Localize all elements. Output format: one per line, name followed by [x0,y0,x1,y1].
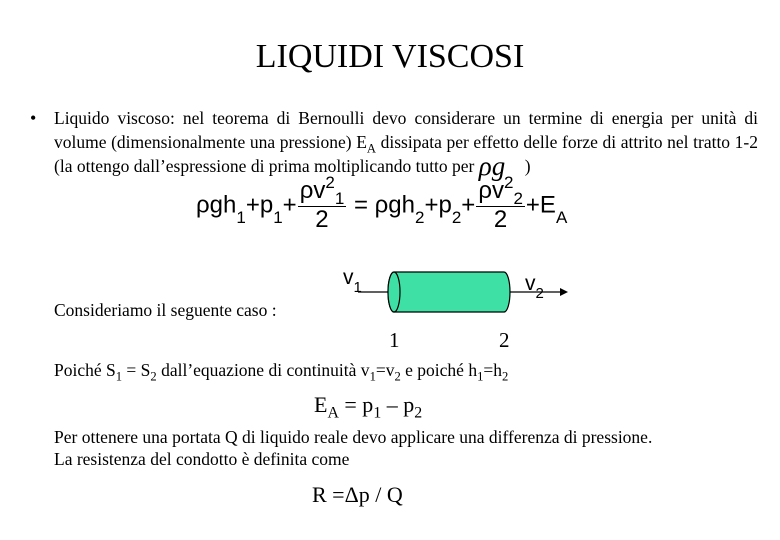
pipe-inlet-face [388,272,400,312]
v2-label [525,272,544,303]
ea-sub-a: A [327,404,339,422]
eq-sup-2b: 2 [503,173,514,192]
eq-sub-v2: 2 [513,189,523,208]
bullet-paragraph [54,106,758,181]
poiche-s2: 2 [150,369,157,384]
pipe-body [388,272,510,312]
poiche-s4: 2 [394,369,401,384]
ea-minus: – p [381,392,415,417]
v2-sub: 2 [535,285,544,303]
poiche-s6: 2 [502,369,509,384]
eq-rhogh1: ρgh [196,191,237,219]
eq-rhov2: ρv [478,177,504,204]
eq-sub-a: A [555,207,568,227]
poiche-t1: Poiché S [54,360,116,380]
outflow-arrow-head [560,288,568,296]
para-close: ) [524,156,531,176]
page-title: LIQUIDI VISCOSI [255,38,525,75]
eq-plus-p1: +p [245,191,274,219]
v1-sub: 1 [353,279,362,297]
para-sub-a: A [366,141,377,156]
ea-sub-2: 2 [414,404,423,422]
energy-loss-equation [314,392,423,422]
v2-letter: v [525,272,536,295]
portata-line-2: La resistenza del condotto è definita come [54,449,350,469]
ea-e: E [314,392,328,417]
eq-sub-v1: 1 [334,189,345,208]
eq-fraction-2 [476,173,525,233]
eq-plus-2: + [461,191,476,219]
poiche-t5: e poiché h [400,360,478,380]
v1-label [343,266,362,297]
section-2-label: 2 [499,328,510,352]
continuity-statement [54,360,509,384]
eq-plus-ea: +E [525,191,556,219]
poiche-s1: 1 [115,369,123,384]
eq-sub-2b: 2 [451,207,462,227]
flow-rate-paragraph [54,426,758,470]
poiche-t2: = S [122,360,151,380]
v1-letter: v [343,266,354,289]
case-intro: Consideriamo il seguente caso : [54,300,277,320]
eq-sup-2a: 2 [325,173,335,192]
poiche-t3: dall’equazione di continuità v [156,360,370,380]
ea-sub-1: 1 [373,404,382,422]
eq-sub-2a: 2 [414,207,425,227]
rho-g-symbol: ρg [478,151,506,181]
eq-plus-1: + [282,191,297,219]
eq-fraction-1 [298,173,347,233]
eq-den-1: 2 [315,206,329,233]
eq-den-2: 2 [493,206,508,233]
eq-sub-1a: 1 [236,207,246,227]
para-text-2: dissipata per effetto delle forze di attrito nel tratto 1-2 (la ottengo dall’espressione di prima moltiplicando tutto per [54,132,758,176]
eq-sub-1b: 1 [273,207,283,227]
portata-line-1: Per ottenere una portata Q di liquido reale devo applicare una differenza di pressione. [54,427,653,447]
eq-rhov1: ρv [299,177,326,204]
eq-rhogh2: = ρgh [347,191,415,219]
eq-plus-p2: +p [424,191,452,219]
poiche-t4: =v [375,360,395,380]
ea-mid: = p [338,392,374,417]
section-1-label: 1 [389,328,400,352]
resistance-equation: R =Δp / Q [312,482,403,507]
bullet-marker: • [30,108,37,128]
poiche-s3: 1 [369,369,376,384]
para-text-1: Liquido viscoso: nel teorema di Bernoulli devo considerare un termine di energia per unità di volume (dimensionalmente una pressione) E [54,108,758,152]
poiche-t6: =h [483,360,502,380]
bernoulli-equation [196,173,568,233]
poiche-s5: 1 [477,369,484,384]
